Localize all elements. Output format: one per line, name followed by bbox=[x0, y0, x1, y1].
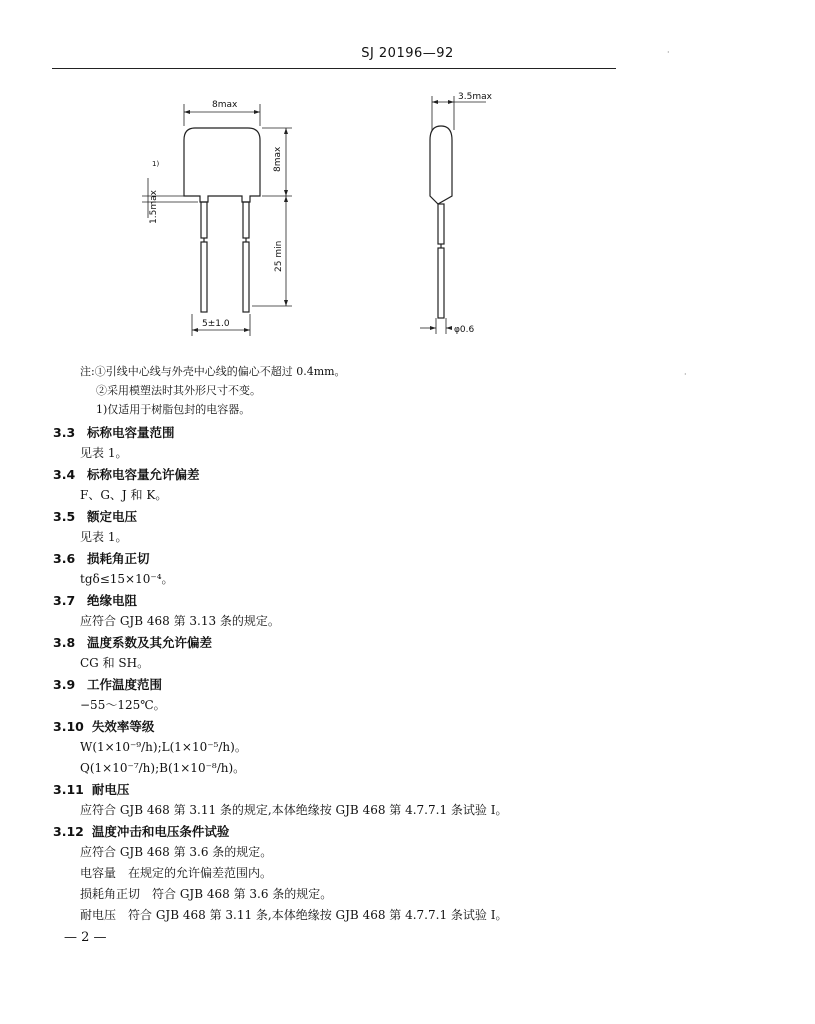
section-body: 应符合 GJB 468 第 3.11 条的规定,本体绝缘按 GJB 468 第 4.7.7.1 条试验 Ⅰ。 bbox=[80, 803, 508, 817]
section-number: 3.9 bbox=[53, 677, 76, 692]
dim-lead-seat: 1.5max bbox=[149, 190, 159, 224]
section-body: 见表 1。 bbox=[80, 446, 128, 460]
note-line: ②采用模塑法时其外形尺寸不变。 bbox=[96, 384, 261, 397]
section-heading bbox=[53, 780, 129, 798]
side-body-outline bbox=[430, 126, 452, 204]
section-title: 工作温度范围 bbox=[87, 677, 163, 692]
section-body: tgδ≤15×10⁻⁴。 bbox=[80, 572, 174, 586]
section-title: 损耗角正切 bbox=[87, 551, 150, 566]
section-body: F、G、J 和 K。 bbox=[80, 488, 168, 502]
section-title: 标称电容量允许偏差 bbox=[87, 467, 200, 482]
section-number: 3.8 bbox=[53, 635, 76, 650]
section-title: 标称电容量范围 bbox=[87, 425, 175, 440]
section-number: 3.3 bbox=[53, 425, 76, 440]
dim-front-height: 8max bbox=[273, 146, 283, 172]
section-body: 应符合 GJB 468 第 3.6 条的规定。 bbox=[80, 845, 273, 859]
section-number: 3.11 bbox=[53, 782, 84, 797]
lead-right-lower bbox=[243, 242, 249, 312]
scan-mark: · bbox=[684, 370, 687, 379]
section-body: W(1×10⁻⁹/h);L(1×10⁻⁵/h)。 bbox=[80, 740, 247, 754]
section-heading bbox=[53, 675, 162, 693]
lead-right-upper bbox=[243, 202, 249, 238]
section-title: 温度冲击和电压条件试验 bbox=[91, 824, 230, 839]
lead-left-lower bbox=[201, 242, 207, 312]
section-body: 损耗角正切 符合 GJB 468 第 3.6 条的规定。 bbox=[80, 887, 333, 901]
note-line: 1)仅适用于树脂包封的电容器。 bbox=[96, 403, 251, 416]
section-number: 3.12 bbox=[53, 824, 84, 839]
side-lead-lower bbox=[438, 248, 444, 318]
section-heading bbox=[53, 549, 150, 567]
section-number: 3.7 bbox=[53, 593, 76, 608]
header-rule bbox=[52, 68, 616, 69]
section-heading bbox=[53, 717, 154, 735]
capacitor-outline-drawing bbox=[120, 86, 520, 346]
section-number: 3.6 bbox=[53, 551, 76, 566]
dim-front-width: 8max bbox=[212, 100, 238, 110]
section-title: 额定电压 bbox=[87, 509, 138, 524]
dim-lead-spacing: 5±1.0 bbox=[202, 319, 230, 329]
section-title: 失效率等级 bbox=[91, 719, 155, 734]
note-line: 注:①引线中心线与外壳中心线的偏心不超过 0.4mm。 bbox=[80, 365, 346, 378]
dim-lead-diameter: φ0.6 bbox=[454, 325, 475, 335]
lead-left-upper bbox=[201, 202, 207, 238]
section-body: −55～125℃。 bbox=[80, 698, 166, 712]
section-heading bbox=[53, 591, 137, 609]
section-title: 耐电压 bbox=[91, 782, 130, 797]
section-body: Q(1×10⁻⁷/h);B(1×10⁻⁸/h)。 bbox=[80, 761, 246, 775]
section-heading bbox=[53, 822, 229, 840]
dim-lead-length: 25 min bbox=[274, 240, 284, 272]
front-body-outline bbox=[184, 128, 260, 202]
section-body: CG 和 SH。 bbox=[80, 656, 150, 670]
section-number: 3.5 bbox=[53, 509, 76, 524]
section-heading bbox=[53, 507, 137, 525]
section-heading bbox=[53, 465, 200, 483]
section-title: 绝缘电阻 bbox=[87, 593, 138, 608]
section-heading bbox=[53, 423, 175, 441]
document-code: SJ 20196—92 bbox=[361, 46, 454, 61]
section-number: 3.10 bbox=[53, 719, 84, 734]
section-body: 见表 1。 bbox=[80, 530, 128, 544]
dim-side-thickness: 3.5max bbox=[458, 92, 492, 102]
section-heading bbox=[53, 633, 212, 651]
page-number: — 2 — bbox=[64, 930, 107, 945]
dim-lead-seat-note: 1) bbox=[152, 160, 160, 168]
section-body: 耐电压 符合 GJB 468 第 3.11 条,本体绝缘按 GJB 468 第 4.7.7.1 条试验 Ⅰ。 bbox=[80, 908, 508, 922]
section-number: 3.4 bbox=[53, 467, 76, 482]
section-title: 温度系数及其允许偏差 bbox=[87, 635, 213, 650]
section-body: 电容量 在规定的允许偏差范围内。 bbox=[80, 866, 273, 880]
side-lead-upper bbox=[438, 204, 444, 244]
scan-mark: · bbox=[667, 48, 670, 57]
section-body: 应符合 GJB 468 第 3.13 条的规定。 bbox=[80, 614, 280, 628]
